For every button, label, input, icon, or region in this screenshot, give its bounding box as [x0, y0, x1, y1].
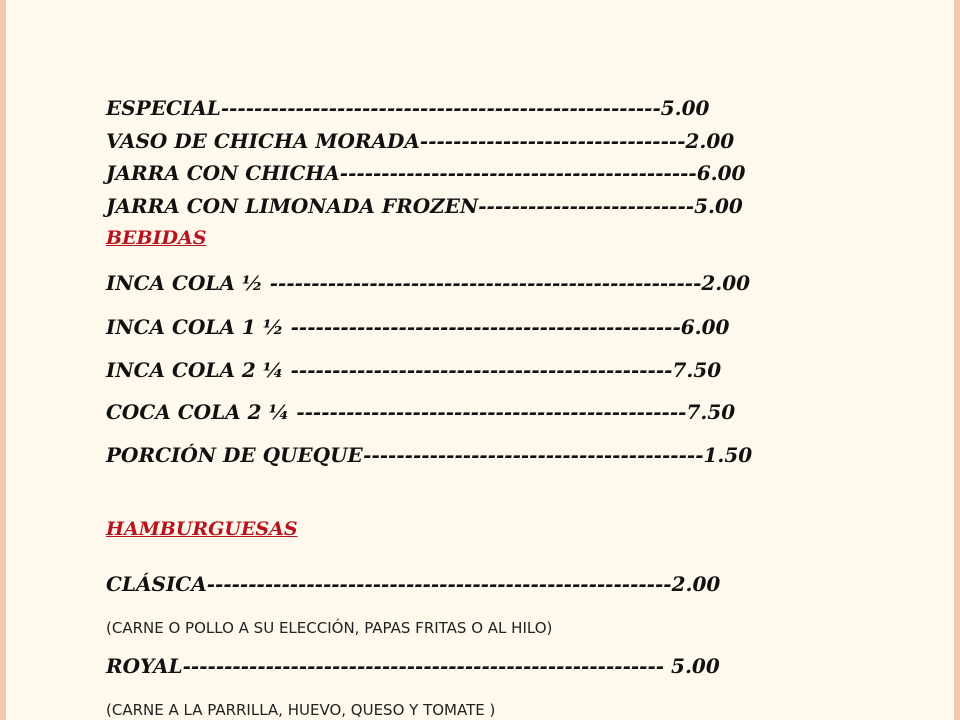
menu-page	[6, 0, 954, 720]
menu-item-inca-cola-half: INCA COLA ½ ----------------------------------------------------2.00	[106, 271, 751, 295]
menu-item-jarra-limonada: JARRA CON LIMONADA FROZEN--------------------------5.00	[106, 194, 743, 218]
menu-item-inca-cola-two-quarter: INCA COLA 2 ¼ ----------------------------------------------7.50	[106, 358, 722, 382]
menu-item-clasica-description: (CARNE O POLLO A SU ELECCIÓN, PAPAS FRITAS O AL HILO)	[106, 619, 553, 637]
menu-item-coca-cola-two-quarter: COCA COLA 2 ¼ -----------------------------------------------7.50	[106, 400, 736, 424]
menu-item-vaso-chicha: VASO DE CHICHA MORADA--------------------------------2.00	[106, 129, 735, 153]
menu-item-inca-cola-one-half: INCA COLA 1 ½ -----------------------------------------------6.00	[106, 315, 730, 339]
menu-item-clasica: CLÁSICA--------------------------------------------------------2.00	[106, 572, 721, 596]
menu-item-queque: PORCIÓN DE QUEQUE-----------------------------------------1.50	[106, 443, 753, 467]
section-heading-hamburguesas: HAMBURGUESAS	[106, 518, 298, 540]
menu-item-especial: ESPECIAL-----------------------------------------------------5.00	[106, 96, 710, 120]
section-heading-bebidas: BEBIDAS	[106, 227, 207, 249]
menu-item-royal-description: (CARNE A LA PARRILLA, HUEVO, QUESO Y TOMATE )	[106, 701, 496, 719]
menu-item-jarra-chicha: JARRA CON CHICHA-------------------------------------------6.00	[106, 161, 746, 185]
menu-item-royal: ROYAL---------------------------------------------------------- 5.00	[106, 654, 720, 678]
